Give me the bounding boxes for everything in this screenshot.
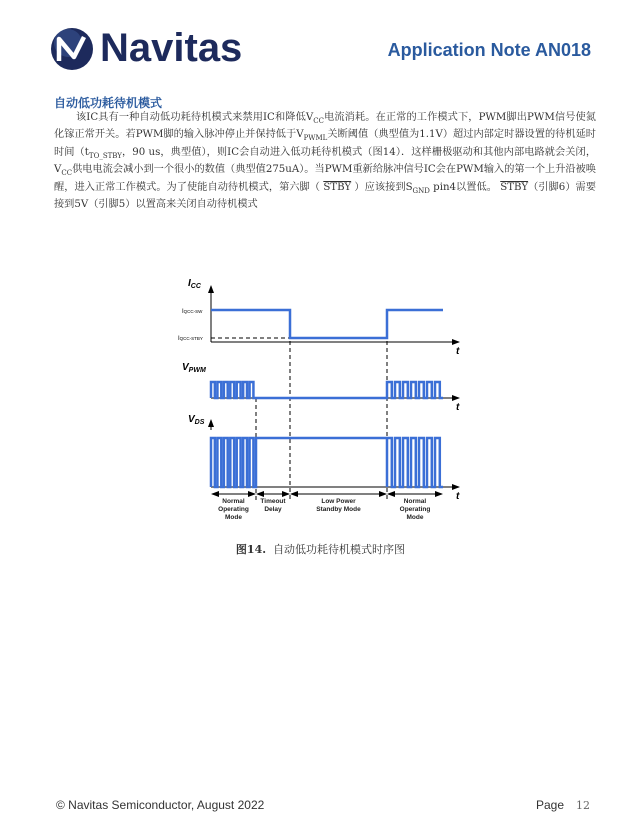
footer-page	[536, 798, 590, 812]
mode-label: Normal	[403, 498, 427, 505]
logo-text: Navitas	[100, 26, 243, 70]
t-axis-label: t	[456, 346, 460, 357]
footer-copyright: © Navitas Semiconductor, August 2022	[56, 798, 265, 812]
vds-label: $V_{DS}$	[188, 414, 205, 426]
subscript: CC	[313, 117, 324, 126]
figure-caption	[0, 541, 641, 557]
iqcc-stby-label: IQCC-STBY	[178, 336, 203, 342]
text: ，90 us，典型值），则IC会自动进入低功耗待机模式（图14）．这样栅极驱动和其他内部电路就会关闭，V	[54, 146, 597, 176]
subscript: GND	[412, 186, 430, 195]
mode-label: Operating	[399, 506, 431, 513]
text: pin4以置低。	[429, 181, 501, 193]
subscript: PWML	[303, 134, 328, 143]
t-axis-label: t	[456, 491, 460, 502]
mode-label: Mode	[406, 514, 424, 521]
mode-label: Timeout	[260, 498, 286, 505]
text: 关断阈值（典型值为1.1V）超过内部定时器设置的待机延时时间（t	[54, 129, 596, 158]
vpwm-label: $V_{PWM}$	[182, 362, 206, 374]
text: 该IC具有一种自动低功耗待机模式来禁用IC和降低V	[76, 112, 314, 123]
stby-pin-name: STBY	[500, 181, 529, 193]
mode-label: Normal	[222, 498, 245, 505]
mode-label: Mode	[225, 514, 242, 521]
text: 供电电流会减小到一个很小的数值（典型值275uA）。当PWM重新给脉冲信号IC会在PWM输入的第一个上升沿被唤醒，进入正常工作模式。为了使能自动待机模式，第六脚（	[54, 164, 596, 193]
page-label: Page	[536, 798, 565, 812]
body-paragraph	[54, 111, 596, 212]
figure-number: 图14.	[235, 543, 267, 556]
t-axis-label: t	[456, 402, 460, 413]
timing-diagram	[170, 270, 470, 530]
mode-label: Standby Mode	[316, 506, 361, 513]
mode-label: Operating	[218, 506, 249, 513]
subscript: TO_STBY	[88, 151, 122, 160]
subscript: CC	[61, 169, 73, 178]
section-title: 自动低功耗待机模式	[54, 96, 163, 110]
navitas-logo-icon	[50, 27, 94, 71]
text: （引脚6）需要接到5V（引脚5）以置高来关闭自动待机模式	[54, 181, 596, 211]
navitas-logo	[50, 26, 242, 71]
vpwm-waveform	[211, 382, 443, 398]
mode-label: Low Power	[321, 498, 356, 505]
icc-label: $I_{CC}$	[188, 278, 201, 290]
text: ）应该接到S	[351, 181, 413, 193]
page-number: 12	[576, 799, 591, 812]
mode-label: Delay	[264, 506, 282, 513]
caption-text: 自动低功耗待机模式时序图	[273, 543, 406, 556]
stby-pin-name: STBY	[323, 181, 352, 193]
vds-waveform	[211, 438, 443, 487]
text: 电流消耗。在正常的工作模式下，PWM脚出PWM信号使氮化镓正常开关。若PWM脚的输入脉冲停止并保持低于V	[54, 112, 596, 141]
iqcc-sw-label: IQCC-SW	[182, 309, 203, 315]
icc-waveform	[211, 310, 443, 338]
document-title: Application Note AN018	[387, 40, 591, 60]
